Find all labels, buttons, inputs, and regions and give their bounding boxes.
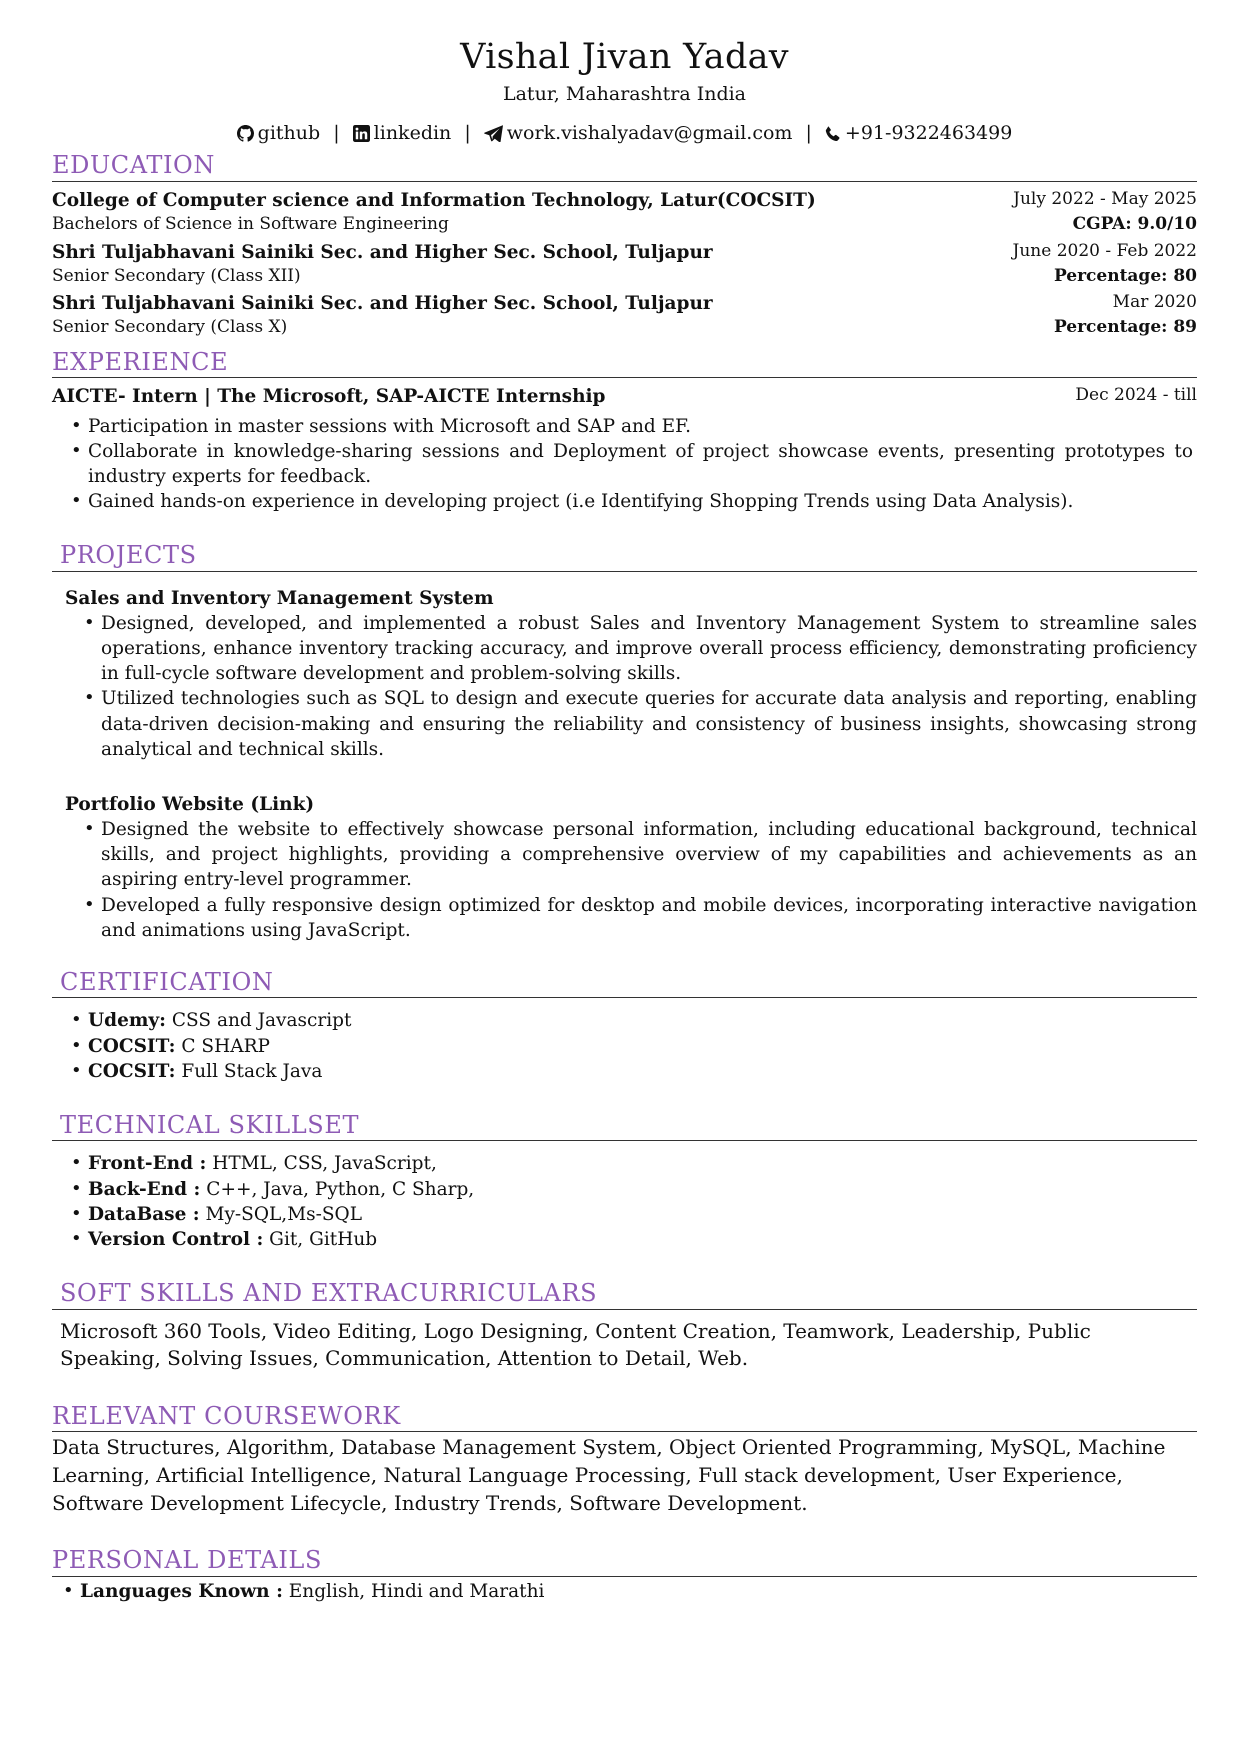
experience-bullet: • Collaborate in knowledge-sharing sessions and Deployment of project showcase events, presenting prototypes to industry experts for feedback. [88, 439, 1193, 489]
contact-bar [52, 120, 1197, 147]
education-grade: Percentage: 89 [1053, 316, 1197, 337]
candidate-location: Latur, Maharashtra India [502, 83, 747, 105]
education-grade: CGPA: 9.0/10 [1072, 214, 1197, 235]
resume-page [52, 36, 1197, 1604]
personal-heading: PERSONAL DETAILS [52, 1547, 1197, 1577]
certification-item [88, 1034, 1197, 1059]
projects-heading: PROJECTS [52, 542, 1197, 572]
skill-category: Version Control : [88, 1228, 264, 1250]
contact-separator: | [805, 121, 812, 144]
experience-date: Dec 2024 - till [1075, 385, 1197, 406]
institution-name: College of Computer science and Information Technology, Latur(COCSIT) [52, 190, 816, 212]
education-date: July 2022 - May 2025 [1013, 189, 1197, 210]
skill-category: DataBase : [88, 1203, 200, 1225]
project-title-link[interactable]: Portfolio Website (Link) [65, 793, 315, 815]
degree-name: Bachelors of Science in Software Engineering [52, 214, 449, 235]
project-bullet: • Designed the website to effectively showcase personal information, including educational background, technical skills, and project highlights, providing a comprehensive overview of my capabilities and achievements as an aspiring entry-level programmer. [101, 817, 1197, 892]
contact-separator: | [333, 121, 340, 144]
institution-name: Shri Tuljabhavani Sainiki Sec. and Higher Sec. School, Tuljapur [52, 292, 713, 314]
project-bullets [52, 817, 1197, 943]
personal-item [80, 1579, 1197, 1604]
skills-heading: TECHNICAL SKILLSET [52, 1112, 1197, 1142]
contact-github-text: github [257, 121, 321, 144]
certification-issuer: COCSIT: [88, 1035, 176, 1057]
skill-item [88, 1177, 1197, 1202]
experience-bullets [52, 414, 1197, 515]
candidate-name: Vishal Jivan Yadav [460, 37, 789, 77]
project-bullets [52, 611, 1197, 762]
projects-section [52, 586, 1197, 943]
send-icon [484, 125, 503, 142]
degree-name: Senior Secondary (Class XII) [52, 266, 301, 287]
project-bullet: • Developed a fully responsive design optimized for desktop and mobile devices, incorporating interactive navigation and animations using JavaScript. [101, 893, 1197, 943]
certification-course: C SHARP [175, 1035, 270, 1057]
education-item [52, 240, 1197, 288]
personal-value: English, Hindi and Marathi [282, 1580, 545, 1602]
certification-heading: CERTIFICATION [52, 969, 1197, 999]
contact-phone-text: +91-9322463499 [844, 121, 1013, 144]
education-section [52, 188, 1197, 339]
education-heading: EDUCATION [52, 152, 1197, 182]
skill-item [88, 1202, 1197, 1227]
certification-issuer: COCSIT: [88, 1060, 176, 1082]
contact-separator: | [464, 121, 471, 144]
skill-category: Front-End : [88, 1153, 207, 1175]
experience-bullet: • Participation in master sessions with Microsoft and SAP and EF. [88, 414, 1193, 439]
contact-github[interactable] [237, 122, 327, 144]
project-bullet: • Utilized technologies such as SQL to design and execute queries for accurate data analysis and reporting, enabling data-driven decision-making and ensuring the reliability and consistency of business insights, showcasing strong analytical and technical skills. [101, 686, 1197, 761]
skills-list [52, 1151, 1197, 1252]
skill-item [88, 1227, 1197, 1252]
certification-course: CSS and Javascript [166, 1010, 352, 1032]
skill-values: Git, GitHub [263, 1228, 378, 1250]
coursework-text: Data Structures, Algorithm, Database Management System, Object Oriented Programming, MySQL, Machine Learning, Artificial Intelligence, Natural Language Processing, Full stack development, User Experience, Software Development Lifecycle, Industry Trends, Software Development. [52, 1435, 1166, 1515]
experience-section [52, 384, 1197, 514]
experience-heading: EXPERIENCE [52, 349, 1197, 379]
education-date: Mar 2020 [1112, 291, 1197, 312]
skill-category: Back-End : [88, 1178, 201, 1200]
certification-course: Full Stack Java [175, 1060, 323, 1082]
certification-item [88, 1059, 1197, 1084]
skill-values: HTML, CSS, JavaScript, [206, 1153, 437, 1175]
coursework-heading: RELEVANT COURSEWORK [52, 1403, 1197, 1433]
project-bullet: • Designed, developed, and implemented a robust Sales and Inventory Management System to streamline sales operations, enhance inventory tracking accuracy, and improve overall process efficiency, demonstrating proficiency in full-cycle software development and problem-solving skills. [101, 611, 1197, 686]
certification-item [88, 1008, 1197, 1033]
experience-role: AICTE- Intern | The Microsoft, SAP-AICTE Internship [52, 386, 606, 408]
skill-values: My-SQL,Ms-SQL [199, 1203, 363, 1225]
certification-issuer: Udemy: [88, 1010, 166, 1032]
institution-name: Shri Tuljabhavani Sainiki Sec. and Higher Sec. School, Tuljapur [52, 242, 713, 264]
contact-linkedin[interactable] [347, 122, 458, 144]
linkedin-icon [353, 125, 370, 142]
phone-icon [825, 126, 841, 142]
education-item [52, 291, 1197, 339]
certification-list [52, 1008, 1197, 1083]
experience-bullet: • Gained hands-on experience in developing project (i.e Identifying Shopping Trends using Data Analysis). [88, 489, 1193, 514]
skill-item [88, 1151, 1197, 1176]
github-icon [237, 125, 254, 142]
soft-skills-heading: SOFT SKILLS AND EXTRACURRICULARS [52, 1280, 1197, 1310]
personal-label: Languages Known : [80, 1580, 283, 1602]
project-title: Sales and Inventory Management System [65, 587, 494, 609]
soft-skills-text: Microsoft 360 Tools, Video Editing, Logo Designing, Content Creation, Teamwork, Leadership, Public Speaking, Solving Issues, Communication, Attention to Detail, Web. [60, 1318, 1091, 1371]
personal-list [52, 1579, 1197, 1604]
skill-values: C++, Java, Python, C Sharp, [200, 1178, 475, 1200]
education-grade: Percentage: 80 [1053, 266, 1197, 287]
contact-phone[interactable] [819, 122, 1012, 144]
education-item [52, 188, 1197, 236]
contact-email[interactable] [478, 122, 799, 144]
degree-name: Senior Secondary (Class X) [52, 316, 288, 337]
contact-email-text: work.vishalyadav@gmail.com [506, 121, 793, 144]
education-date: June 2020 - Feb 2022 [1012, 241, 1197, 262]
contact-linkedin-text: linkedin [373, 121, 452, 144]
